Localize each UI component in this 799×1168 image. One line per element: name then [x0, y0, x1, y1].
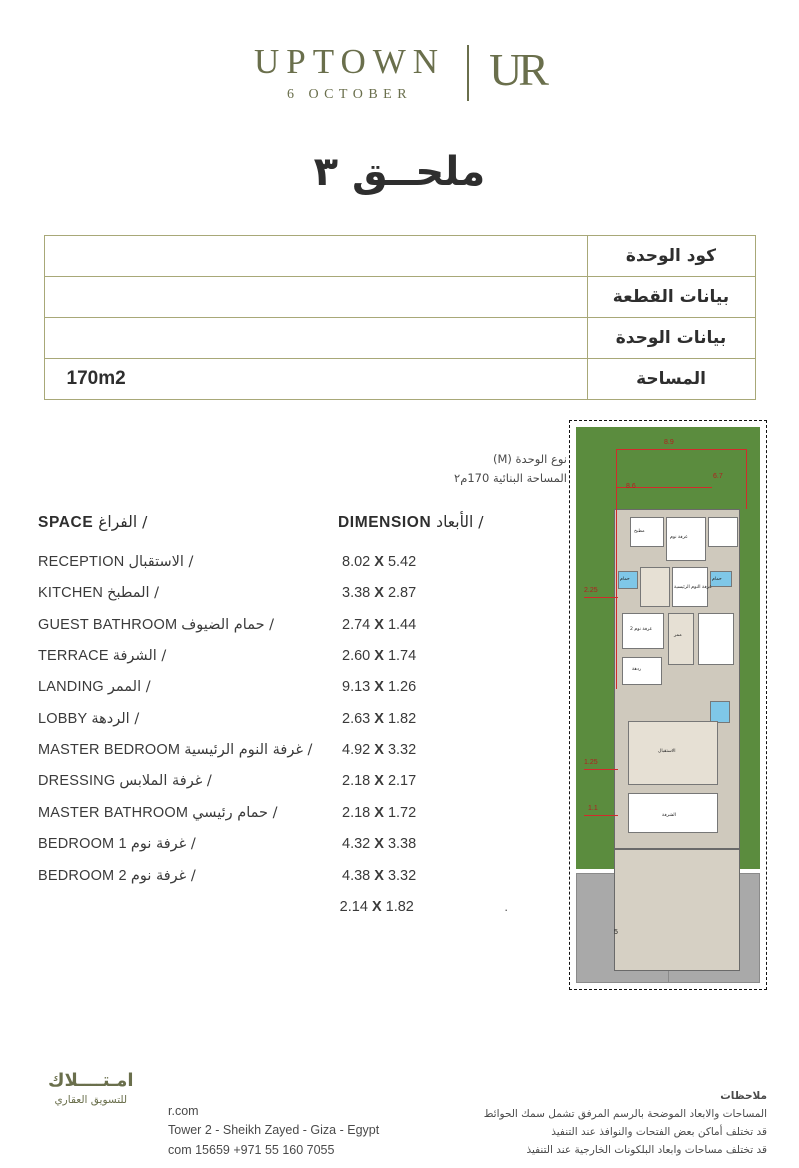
space-name-ar: / الشرفة	[112, 647, 167, 664]
dimension-separator: X	[374, 679, 384, 696]
agency-tagline: للتسويق العقاري	[54, 1094, 128, 1106]
dimension-height: 1.44	[387, 616, 417, 633]
unit-type-note	[454, 450, 567, 488]
dimension-width: 8.02	[342, 553, 371, 570]
plan-dimension-label: 1.1	[588, 804, 598, 812]
space-dimension	[338, 554, 508, 570]
column-header-dimension-en: DIMENSION	[338, 513, 432, 531]
space-name-ar: / غرفة الملابس	[119, 773, 212, 790]
dimension-height: 1.26	[387, 679, 417, 696]
row-value	[44, 317, 587, 358]
space-name-ar: / حمام رئيسي	[192, 804, 278, 821]
agency-logo	[48, 1070, 134, 1106]
space-name-en: BEDROOM 2	[38, 867, 127, 884]
notes-line: قد تختلف مساحات وابعاد البلكونات الخارجية عند التنفيذ	[526, 1143, 767, 1156]
dimension-height: 5.42	[387, 553, 417, 570]
plan-room-label: غرفة النوم الرئيسية	[674, 584, 712, 590]
plan-room-lobby	[622, 657, 662, 685]
plan-room-guest-bathroom	[710, 701, 730, 723]
list-item	[38, 742, 508, 773]
plan-dimension-label: 8.6	[626, 482, 636, 490]
dimension-width: 9.13	[342, 679, 371, 696]
plan-room-label: حمام	[712, 576, 722, 582]
dimension-separator: X	[374, 742, 384, 759]
space-name-ar: / الممر	[107, 679, 151, 696]
table-row	[44, 317, 755, 358]
plan-room-service	[708, 517, 738, 547]
plan-dimension-label: 5	[614, 928, 618, 936]
table-row	[44, 358, 755, 399]
plan-dimension-line	[616, 449, 746, 450]
dimension-separator: X	[374, 647, 384, 664]
row-value	[44, 235, 587, 276]
dimension-width: 4.92	[342, 742, 371, 759]
space-dimension	[338, 773, 508, 789]
space-name	[38, 617, 338, 633]
notes-title: ملاحظات	[720, 1090, 767, 1102]
plan-dimension-line	[584, 769, 618, 770]
dimension-height: 3.32	[387, 742, 417, 759]
space-name-en: BEDROOM 1	[38, 836, 127, 853]
space-dimension	[338, 742, 508, 758]
space-dimension	[338, 679, 508, 695]
column-header-space-ar: / الفراغ	[98, 512, 148, 531]
plan-room-label: مطبخ	[634, 528, 645, 534]
dimension-separator: X	[374, 710, 384, 727]
column-header-space	[38, 513, 338, 532]
space-name	[38, 648, 338, 664]
row-value: 170m2	[44, 358, 587, 399]
plan-dimension-label: 1.25	[584, 758, 598, 766]
dimension-height: 1.72	[387, 804, 417, 821]
brand-name: UPTOWN	[254, 42, 446, 81]
plan-dimension-label: 8.9	[664, 438, 674, 446]
space-name-ar: / المطبخ	[107, 585, 160, 602]
dimension-width: 2.18	[342, 773, 371, 790]
spaces-list-header	[38, 513, 508, 532]
dimension-width: 2.60	[342, 647, 371, 664]
list-item	[38, 617, 508, 648]
contact-address: Tower 2 - Sheikh Zayed - Giza - Egypt	[168, 1123, 380, 1138]
plan-room-label: غرفة نوم 2	[630, 626, 652, 632]
table-row	[44, 276, 755, 317]
spaces-list	[38, 513, 508, 931]
space-name	[38, 711, 338, 727]
plan-dimension-line	[584, 597, 618, 598]
contact-phone: com 15659 +971 55 160 7055	[168, 1142, 335, 1157]
list-item	[38, 868, 508, 899]
space-name	[38, 742, 338, 758]
space-name	[38, 773, 338, 789]
space-dimension	[338, 868, 508, 884]
main-content	[0, 408, 799, 1008]
dimension-separator: X	[374, 585, 384, 602]
dimension-separator: X	[374, 804, 384, 821]
dimension-separator: X	[374, 867, 384, 884]
space-name-en: RECEPTION	[38, 553, 125, 570]
space-name	[38, 899, 336, 915]
plan-dimension-label: 6.7	[713, 472, 723, 480]
page-footer	[0, 1060, 799, 1168]
floor-plan	[569, 420, 767, 990]
space-name-en: TERRACE	[38, 647, 109, 664]
row-label: بيانات الوحدة	[587, 317, 755, 358]
space-dimension	[338, 585, 508, 601]
space-dimension	[338, 711, 508, 727]
list-item	[38, 805, 508, 836]
space-name-ar: / الاستقبال	[128, 553, 194, 570]
space-name-ar: / غرفة النوم الرئيسية	[184, 742, 313, 759]
dimension-width: 2.63	[342, 710, 371, 727]
list-item	[38, 679, 508, 710]
plan-dimension-line	[584, 815, 618, 816]
contact-info	[168, 1102, 379, 1160]
list-item	[38, 648, 508, 679]
brand-monogram: UR	[489, 44, 545, 96]
space-dimension	[338, 836, 508, 852]
space-name	[38, 554, 338, 570]
dimension-height: 2.87	[387, 585, 417, 602]
space-name-en: MASTER BEDROOM	[38, 742, 181, 759]
plan-room-stairs	[698, 613, 734, 665]
dimension-width: 2.14	[339, 899, 368, 916]
dimension-separator: X	[374, 836, 384, 853]
notes-line: قد تختلف أماكن بعض الفتحات والنوافذ عند التنفيذ	[551, 1125, 767, 1138]
list-item	[38, 711, 508, 742]
plan-room-label: ممر	[674, 632, 682, 638]
notes-line: المساحات والابعاد الموضحة بالرسم المرفق تشمل سمك الحوائط	[483, 1107, 767, 1120]
space-dimension	[338, 617, 508, 633]
dimension-height: 2.17	[387, 773, 417, 790]
dimension-height: 3.38	[387, 836, 417, 853]
dimension-width: 3.38	[342, 585, 371, 602]
space-name-ar: / غرفة نوم	[130, 836, 196, 853]
page-title: ملحــق ٣	[313, 148, 486, 195]
column-header-dimension	[338, 513, 508, 532]
space-name-ar: / غرفة نوم	[130, 867, 196, 884]
dimension-height: 3.32	[387, 867, 417, 884]
space-dimension	[336, 899, 505, 915]
space-dimension	[338, 805, 508, 821]
space-name-en: LANDING	[38, 679, 104, 696]
brand-subtitle: 6 OCTOBER	[286, 86, 413, 102]
dimension-separator: X	[374, 773, 384, 790]
brand-divider	[467, 45, 469, 101]
row-label: كود الوحدة	[587, 235, 755, 276]
column-header-dimension-ar: / الأبعاد	[436, 512, 484, 531]
space-name	[38, 805, 338, 821]
unit-area-line: المساحة البنائية 170م٢	[454, 470, 567, 485]
space-name	[38, 585, 338, 601]
brand-logo-text	[254, 44, 463, 103]
list-item	[38, 554, 508, 585]
agency-name: امـتــــلاك	[48, 1070, 134, 1091]
plan-room-label: الشرفة	[662, 812, 676, 818]
space-name	[38, 679, 338, 695]
plan-dimension-line	[746, 449, 747, 509]
unit-info-table	[44, 235, 756, 400]
dimension-separator: X	[374, 616, 384, 633]
plan-room-label: غرفة نوم	[670, 534, 688, 540]
row-label: المساحة	[587, 358, 755, 399]
space-name	[38, 836, 338, 852]
plan-room-corridor	[640, 567, 670, 607]
space-name-en: MASTER BATHROOM	[38, 804, 189, 821]
space-name-en: DRESSING	[38, 773, 116, 790]
plan-room-landing	[668, 613, 694, 665]
plan-lower-unit	[614, 849, 740, 971]
unit-type-line: نوع الوحدة (M)	[492, 451, 567, 466]
plan-room-label: الاستقبال	[658, 748, 676, 754]
dimension-width: 2.18	[342, 804, 371, 821]
plan-room-label: حمام	[620, 576, 630, 582]
space-name-en: GUEST BATHROOM	[38, 616, 178, 633]
dimension-height: 1.82	[385, 899, 414, 916]
brand-logo	[0, 44, 799, 103]
list-item	[38, 836, 508, 867]
dimension-height: 1.74	[387, 647, 417, 664]
row-value	[44, 276, 587, 317]
plan-dimension-label: 2.25	[584, 586, 598, 594]
dimension-separator: X	[374, 553, 384, 570]
space-name-ar: / الردهة	[91, 710, 140, 727]
dimension-width: 4.38	[342, 867, 371, 884]
row-label: بيانات القطعة	[587, 276, 755, 317]
space-dimension	[338, 648, 508, 664]
dimension-height: 1.82	[387, 710, 417, 727]
space-name-ar: / حمام الضيوف	[181, 616, 275, 633]
space-name-en: LOBBY	[38, 710, 88, 727]
list-item	[38, 773, 508, 804]
plan-dimension-line	[616, 449, 617, 689]
list-item	[38, 585, 508, 616]
dimension-width: 4.32	[342, 836, 371, 853]
dimension-width: 2.74	[342, 616, 371, 633]
list-item: 2.14 X 1.82 .	[38, 899, 508, 930]
table-row	[44, 235, 755, 276]
contact-website: r.com	[168, 1104, 199, 1118]
plan-room-label: ردهة	[632, 666, 642, 672]
column-header-space-en: SPACE	[38, 513, 94, 531]
space-name-en: KITCHEN	[38, 585, 104, 602]
dimension-separator: X	[371, 899, 382, 916]
space-name	[38, 868, 338, 884]
